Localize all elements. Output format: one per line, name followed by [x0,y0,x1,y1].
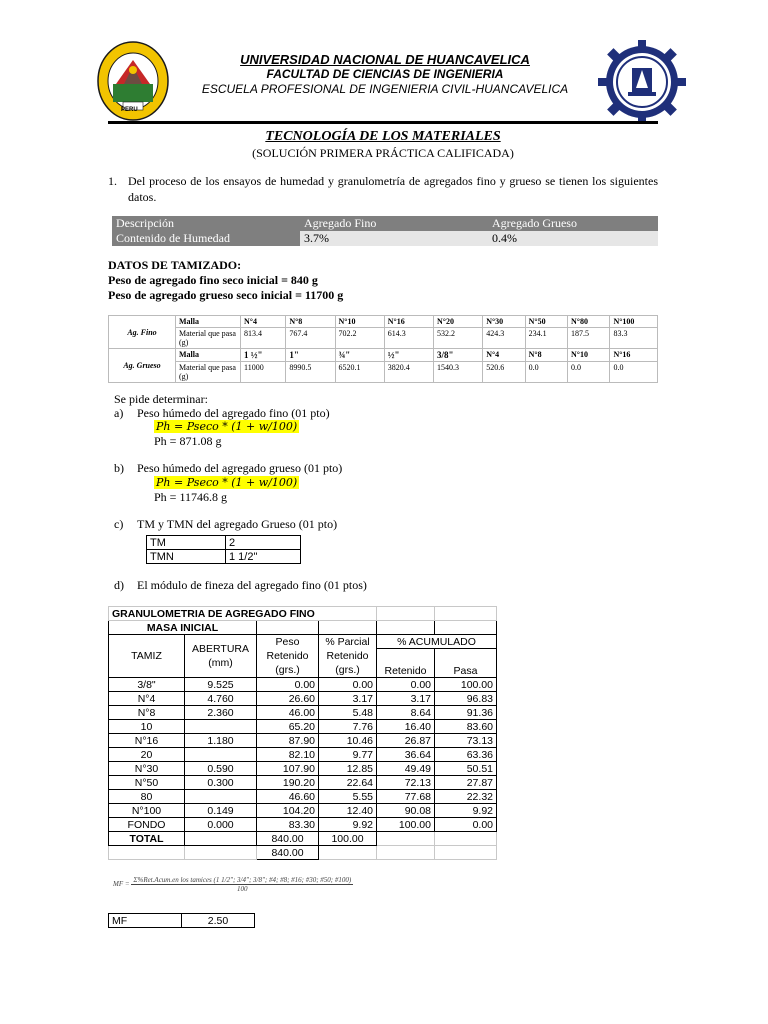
fino-value: 813.4 [241,328,286,349]
grueso-malla: 3/8" [433,349,482,362]
question-a-label: a) [114,406,124,420]
fino-malla: N°16 [384,316,433,328]
tamiz-cell: N°4 [109,692,185,706]
total-label: TOTAL [109,832,185,846]
parcial-retenido-cell: 3.17 [319,692,377,706]
parcial-retenido-cell: 9.92 [319,818,377,832]
university-name: UNIVERSIDAD NACIONAL DE HUANCAVELICA [240,52,530,67]
tamiz-cell: N°50 [109,776,185,790]
abertura-header: ABERTURA (mm) [185,635,257,678]
question-c-label: c) [114,517,124,531]
empty-cell [257,621,319,635]
tamiz-cell: N°100 [109,804,185,818]
parcial-retenido-cell: 5.48 [319,706,377,720]
total-parcial: 100.00 [319,832,377,846]
humidity-header-grueso: Agregado Grueso [488,216,658,231]
school-name: ESCUELA PROFESIONAL DE INGENIERIA CIVIL-HUANCAVELICA [201,82,569,96]
grueso-value: 520.6 [483,362,525,383]
fino-malla: N°10 [335,316,384,328]
tmn-value: 1 1/2" [226,550,301,564]
granulometry-row [109,734,497,748]
pasa-cell: 73.13 [435,734,497,748]
parcial-retenido-cell: 7.76 [319,720,377,734]
formula-highlight: Ph = Pseco * (1 + w/100) [156,420,298,433]
mf-formula-lhs: MF = [113,880,130,889]
fino-dry-weight: Peso de agregado fino seco inicial = 840 g [108,273,318,287]
abertura-cell: 2.360 [185,706,257,720]
fino-malla: N°80 [568,316,610,328]
grueso-value: 11000 [241,362,286,383]
abertura-cell: 1.180 [185,734,257,748]
humidity-table [112,216,658,246]
peso-retenido-header: Peso Retenido (grs.) [257,635,319,678]
pasa-cell: 100.00 [435,678,497,692]
empty-cell [377,846,435,860]
empty-cell [319,621,377,635]
questions-intro: Se pide determinar: [114,392,208,406]
pasa-cell: 91.36 [435,706,497,720]
pasa-cell: 27.87 [435,776,497,790]
humidity-header-fino: Agregado Fino [300,216,488,231]
fino-row-label: Ag. Fino [109,316,176,349]
empty-cell [185,832,257,846]
granulometry-body [109,678,497,832]
abertura-cell: 9.525 [185,678,257,692]
document-title: TECNOLOGÍA DE LOS MATERIALES [265,129,501,144]
grueso-value: 1540.3 [433,362,482,383]
empty-cell [435,832,497,846]
peso-retenido-cell: 83.30 [257,818,319,832]
abertura-cell: 4.760 [185,692,257,706]
sieving-heading: DATOS DE TAMIZADO: [108,258,242,272]
pasa-header: Pasa [435,649,497,678]
humidity-fino-value: 3.7% [300,231,488,246]
engineering-gear-logo [598,40,686,124]
fino-value: 187.5 [568,328,610,349]
parcial-retenido-cell: 12.85 [319,762,377,776]
retenido-header: Retenido [377,649,435,678]
acum-retenido-cell: 8.64 [377,706,435,720]
question-a-result: Ph = 871.08 g [154,434,222,448]
fino-malla: N°50 [525,316,567,328]
parcial-retenido-cell: 5.55 [319,790,377,804]
grueso-row-label: Ag. Grueso [109,349,176,383]
fineness-modulus-formula [113,876,353,893]
grueso-value: 3820.4 [384,362,433,383]
grueso-malla: 1 ½" [241,349,286,362]
granulometry-row [109,692,497,706]
empty-cell [377,621,435,635]
tamiz-cell: N°30 [109,762,185,776]
tamiz-cell: 20 [109,748,185,762]
pasa-cell: 83.60 [435,720,497,734]
acum-retenido-cell: 26.87 [377,734,435,748]
question-a-formula [154,419,299,434]
acum-retenido-cell: 16.40 [377,720,435,734]
empty-cell [435,621,497,635]
fino-value: 767.4 [286,328,335,349]
material-label: Material que pasa (g) [176,362,241,383]
abertura-cell: 0.149 [185,804,257,818]
humidity-row-label: Contenido de Humedad [112,231,300,246]
mf-numerator: Σ%Ret.Acum.en los tamices (1 1/2"; 3/4"; 3/8"; #4; #8; #16; #30; #50; #100) [133,876,352,884]
fino-value: 83.3 [610,328,658,349]
granulometry-row [109,678,497,692]
sieving-data [108,258,343,303]
tmn-label: TMN [147,550,226,564]
total-peso: 840.00 [257,832,319,846]
grueso-value: 0.0 [610,362,658,383]
fino-value: 702.2 [335,328,384,349]
malla-label: Malla [176,349,241,362]
peso-retenido-cell: 26.60 [257,692,319,706]
question-b-formula [154,475,299,490]
acumulado-header: % ACUMULADO [377,635,497,649]
peso-retenido-cell: 107.90 [257,762,319,776]
granulometry-row [109,804,497,818]
peso-retenido-cell: 87.90 [257,734,319,748]
grueso-dry-weight: Peso de agregado grueso seco inicial = 11700 g [108,288,344,302]
acum-retenido-cell: 100.00 [377,818,435,832]
fino-value: 614.3 [384,328,433,349]
granulometry-title: GRANULOMETRIA DE AGREGADO FINO [109,607,377,621]
acum-retenido-cell: 0.00 [377,678,435,692]
grueso-malla: 1" [286,349,335,362]
pasa-cell: 22.32 [435,790,497,804]
parcial-retenido-cell: 9.77 [319,748,377,762]
peso-retenido-cell: 104.20 [257,804,319,818]
empty-cell [319,846,377,860]
grueso-malla: N°8 [525,349,567,362]
peso-retenido-cell: 46.00 [257,706,319,720]
grueso-malla: N°10 [568,349,610,362]
humidity-header-desc: Descripción [112,216,300,231]
question-a-text: Peso húmedo del agregado fino (01 pto) [137,406,330,420]
tamiz-cell: N°16 [109,734,185,748]
abertura-cell [185,720,257,734]
acum-retenido-cell: 3.17 [377,692,435,706]
empty-cell [435,607,497,621]
question-d-label: d) [114,578,124,592]
fino-value: 424.3 [483,328,525,349]
fino-malla: N°100 [610,316,658,328]
seal-bottom-text: PERU [121,107,138,113]
granulometry-row [109,790,497,804]
mf-fraction [131,876,353,893]
pasa-cell: 96.83 [435,692,497,706]
extra-peso: 840.00 [257,846,319,860]
granulometry-row [109,818,497,832]
grueso-value: 6520.1 [335,362,384,383]
grueso-malla: N°4 [483,349,525,362]
granulometry-row [109,776,497,790]
abertura-cell [185,790,257,804]
acum-retenido-cell: 90.08 [377,804,435,818]
malla-label: Malla [176,316,241,328]
tm-label: TM [147,536,226,550]
pasa-cell: 0.00 [435,818,497,832]
fine-aggregate-granulometry-table [108,606,497,860]
tamiz-cell: 80 [109,790,185,804]
humidity-grueso-value: 0.4% [488,231,658,246]
acum-retenido-cell: 36.64 [377,748,435,762]
tamiz-cell: FONDO [109,818,185,832]
peso-retenido-cell: 0.00 [257,678,319,692]
granulometry-row [109,720,497,734]
question-b-text: Peso húmedo del agregado grueso (01 pto) [137,461,343,475]
pasa-cell: 9.92 [435,804,497,818]
question-b-label: b) [114,461,124,475]
pasa-cell: 63.36 [435,748,497,762]
question-c-text: TM y TMN del agregado Grueso (01 pto) [137,517,338,531]
acum-retenido-cell: 77.68 [377,790,435,804]
faculty-name: FACULTAD DE CIENCIAS DE INGENIERIA [266,67,504,81]
parcial-retenido-header: % Parcial Retenido (grs.) [319,635,377,678]
acum-retenido-cell: 49.49 [377,762,435,776]
grueso-malla: N°16 [610,349,658,362]
intro-text: Del proceso de los ensayos de humedad y granulometría de agregados fino y grueso se tienen los siguientes datos. [128,174,658,204]
tm-tmn-table [146,535,301,564]
intro-number: 1. [108,174,117,188]
granulometry-row [109,706,497,720]
peso-retenido-cell: 82.10 [257,748,319,762]
sieve-data-table [108,315,658,383]
tamiz-cell: N°8 [109,706,185,720]
formula-highlight: Ph = Pseco * (1 + w/100) [156,476,298,489]
peso-retenido-cell: 190.20 [257,776,319,790]
abertura-cell: 0.000 [185,818,257,832]
peso-retenido-cell: 65.20 [257,720,319,734]
tamiz-cell: 10 [109,720,185,734]
peso-retenido-cell: 46.60 [257,790,319,804]
mf-label: MF [109,914,182,928]
parcial-retenido-cell: 22.64 [319,776,377,790]
fino-malla: N°8 [286,316,335,328]
pasa-cell: 50.51 [435,762,497,776]
header-divider [108,121,658,124]
empty-cell [109,846,185,860]
grueso-malla: ¾" [335,349,384,362]
abertura-cell: 0.300 [185,776,257,790]
tm-value: 2 [226,536,301,550]
grueso-value: 8990.5 [286,362,335,383]
grueso-value: 0.0 [568,362,610,383]
empty-cell [377,832,435,846]
abertura-cell [185,748,257,762]
grueso-malla: ½" [384,349,433,362]
mf-denominator: 100 [237,885,248,893]
mf-value: 2.50 [182,914,255,928]
tamiz-cell: 3/8" [109,678,185,692]
material-label: Material que pasa (g) [176,328,241,349]
granulometry-row [109,748,497,762]
tamiz-header: TAMIZ [109,635,185,678]
initial-mass-label: MASA INICIAL [109,621,257,635]
parcial-retenido-cell: 10.46 [319,734,377,748]
fino-malla: N°20 [433,316,482,328]
fino-malla: N°4 [241,316,286,328]
abertura-cell: 0.590 [185,762,257,776]
fino-malla: N°30 [483,316,525,328]
empty-cell [377,607,435,621]
empty-cell [185,846,257,860]
empty-cell [435,846,497,860]
intro-paragraph [108,173,658,205]
fineness-modulus-result [108,913,255,928]
parcial-retenido-cell: 12.40 [319,804,377,818]
document-subtitle: (SOLUCIÓN PRIMERA PRÁCTICA CALIFICADA) [252,146,514,160]
acum-retenido-cell: 72.13 [377,776,435,790]
parcial-retenido-cell: 0.00 [319,678,377,692]
grueso-value: 0.0 [525,362,567,383]
fino-value: 532.2 [433,328,482,349]
granulometry-row [109,762,497,776]
fino-value: 234.1 [525,328,567,349]
question-b-result: Ph = 11746.8 g [154,490,227,504]
question-d-text: El módulo de fineza del agregado fino (01 ptos) [137,578,367,592]
